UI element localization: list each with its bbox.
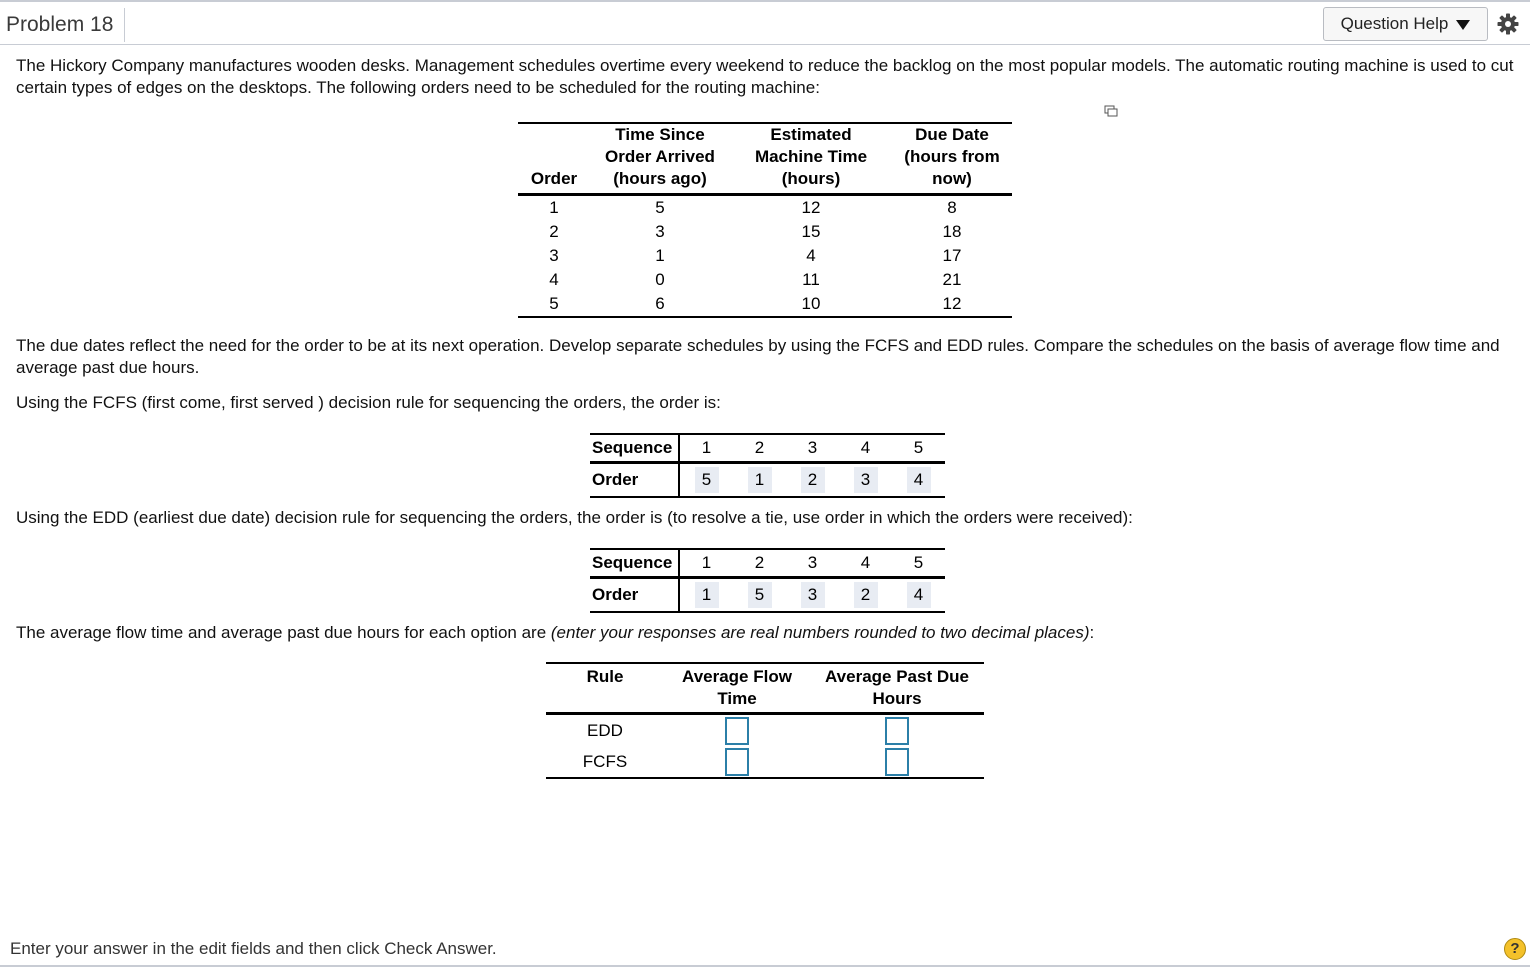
edd-order-cell[interactable]: 5 xyxy=(748,582,772,608)
edd-order-label: Order xyxy=(590,578,679,613)
title-divider xyxy=(124,8,125,42)
col-average-flow-time: Average Flow Time xyxy=(664,663,810,714)
edd-order-cell[interactable]: 4 xyxy=(907,582,931,608)
col-rule: Rule xyxy=(546,663,664,714)
footer-instructions: Enter your answer in the edit fields and then click Check Answer. xyxy=(10,939,497,958)
fcfs-paragraph: Using the FCFS (first come, first served ) decision rule for sequencing the orders, the order is: xyxy=(16,393,721,412)
table-row: 2 3 15 18 xyxy=(549,222,962,241)
fcfs-order-cell[interactable]: 3 xyxy=(854,467,878,493)
table-row: 4 0 11 21 xyxy=(549,270,962,289)
col-average-past-due: Average Past Due Hours xyxy=(810,663,984,714)
help-icon[interactable]: ? xyxy=(1504,938,1526,960)
fcfs-sequence-label: Sequence xyxy=(590,434,679,463)
col-machine-time: Estimated Machine Time (hours) xyxy=(730,123,892,195)
due-dates-paragraph: The due dates reflect the need for the order to be at its next operation. Develop separate schedules by using the FCFS and EDD rules. Compare the schedules on the basis of average flow time and average past due hours. xyxy=(16,336,1500,377)
fcfs-order-cell[interactable]: 4 xyxy=(907,467,931,493)
gear-icon[interactable] xyxy=(1496,12,1520,36)
edd-order-cell[interactable]: 1 xyxy=(695,582,719,608)
fcfs-avg-flow-input[interactable] xyxy=(725,748,749,776)
orders-table xyxy=(518,122,1012,318)
edd-avg-flow-input[interactable] xyxy=(725,717,749,745)
table-row xyxy=(546,714,984,747)
edd-sequence-label: Sequence xyxy=(590,549,679,578)
fcfs-avg-past-due-input[interactable] xyxy=(885,748,909,776)
question-help-label: Question Help xyxy=(1340,14,1449,33)
popout-icon[interactable] xyxy=(1104,104,1118,118)
caret-down-icon xyxy=(1456,20,1470,30)
col-due-date: Due Date (hours from now) xyxy=(892,123,1012,195)
results-table xyxy=(546,662,984,779)
table-row: 1 5 12 8 xyxy=(549,198,957,217)
rule-edd: EDD xyxy=(587,720,623,740)
col-order: Order xyxy=(518,123,590,195)
edd-paragraph: Using the EDD (earliest due date) decision rule for sequencing the orders, the order is (to resolve a tie, use order in which the orders were received): xyxy=(16,508,1133,527)
table-row xyxy=(546,746,984,778)
edd-sequence-table: Sequence 1 2 3 4 5 Order 1 5 3 2 4 xyxy=(590,548,945,613)
fcfs-order-cell[interactable]: 1 xyxy=(748,467,772,493)
table-row: 3 1 4 17 xyxy=(549,246,962,265)
average-paragraph: The average flow time and average past due hours for each option are (enter your responses are real numbers rounded to two decimal places): xyxy=(16,623,1095,642)
page-title: Problem 18 xyxy=(6,13,114,36)
fcfs-order-cell[interactable]: 2 xyxy=(801,467,825,493)
col-time-since: Time Since Order Arrived (hours ago) xyxy=(590,123,730,195)
fcfs-order-cell[interactable]: 5 xyxy=(695,467,719,493)
fcfs-sequence-table: Sequence 1 2 3 4 5 Order 5 1 2 3 4 xyxy=(590,433,945,498)
table-row: 5 6 10 12 xyxy=(549,294,962,313)
edd-order-cell[interactable]: 3 xyxy=(801,582,825,608)
header-bar xyxy=(0,2,1530,45)
footer-border xyxy=(0,965,1530,967)
fcfs-order-label: Order xyxy=(590,463,679,498)
problem-intro: The Hickory Company manufactures wooden desks. Management schedules overtime every weekend to reduce the backlog on the most popular models. The automatic routing machine is used to cut certain types of edges on the desktops. The following orders need to be scheduled for the routing machine: xyxy=(16,56,1514,97)
edd-order-cell[interactable]: 2 xyxy=(854,582,878,608)
edd-avg-past-due-input[interactable] xyxy=(885,717,909,745)
question-help-button[interactable] xyxy=(1323,7,1488,41)
rule-fcfs: FCFS xyxy=(582,751,628,771)
